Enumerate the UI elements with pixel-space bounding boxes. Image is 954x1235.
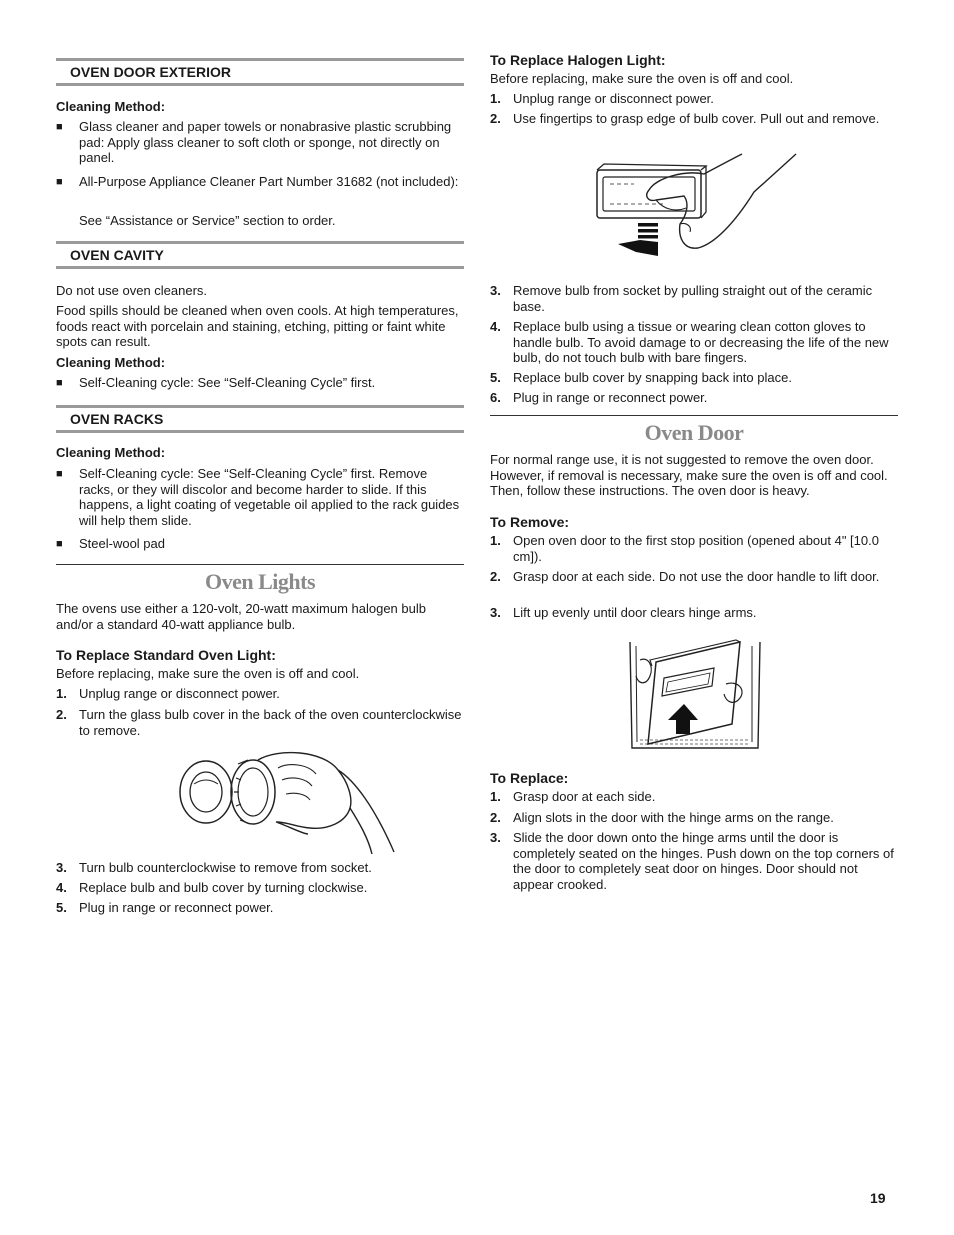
section-heading-oven-door-exterior xyxy=(56,58,464,86)
list-item-text: Glass cleaner and paper towels or nonabrasive plastic scrubbing pad: Apply glass cleaner to soft cloth or sponge, not directly on panel. xyxy=(79,119,452,165)
step-text: Turn bulb counterclockwise to remove from socket. xyxy=(79,860,372,875)
bullet-square-icon: ■ xyxy=(56,468,63,480)
oven-door-illustration xyxy=(628,636,764,752)
step-number: 3. xyxy=(490,605,501,620)
section-heading-oven-racks xyxy=(56,405,464,433)
step-number: 2. xyxy=(490,810,501,825)
step-text: Align slots in the door with the hinge arms on the range. xyxy=(513,810,834,825)
paragraph: For normal range use, it is not suggested to remove the oven door. However, if removal is necessary, make sure the oven is off and cool. Then, follow these instructions. The oven door is heavy. xyxy=(490,452,888,498)
list-item-text: Self-Cleaning cycle: See “Self-Cleaning Cycle” first. Remove racks, or they will discolor and become harder to slide. If this happens, a light coating of vegetable oil applied to the rack guides will help them slide. xyxy=(79,466,460,528)
bulb-cover-illustration xyxy=(178,748,398,856)
step-number: 5. xyxy=(490,370,501,385)
section-divider xyxy=(56,564,464,565)
page-number: 19 xyxy=(870,1190,886,1206)
step-text: Replace bulb and bulb cover by turning clockwise. xyxy=(79,880,368,895)
step-number: 3. xyxy=(56,860,67,875)
list-item-text: Self-Cleaning cycle: See “Self-Cleaning Cycle” first. xyxy=(79,375,376,390)
subheading-to-remove: To Remove: xyxy=(490,514,570,530)
step-text: Plug in range or reconnect power. xyxy=(79,900,274,915)
step-text: Open oven door to the first stop position (opened about 4" [10.0 cm]). xyxy=(513,533,879,564)
step-number: 1. xyxy=(490,533,501,548)
step-text: Remove bulb from socket by pulling straight out of the ceramic base. xyxy=(513,283,873,314)
step-text: Use fingertips to grasp edge of bulb cover. Pull out and remove. xyxy=(513,111,880,126)
step-number: 1. xyxy=(56,686,67,701)
step-number: 2. xyxy=(56,707,67,722)
halogen-cover-illustration xyxy=(594,152,804,262)
step-number: 1. xyxy=(490,91,501,106)
section-heading-oven-cavity xyxy=(56,241,464,269)
paragraph: Before replacing, make sure the oven is off and cool. xyxy=(56,666,360,681)
section-heading-label: OVEN CAVITY xyxy=(70,247,164,263)
bullet-square-icon: ■ xyxy=(56,176,63,188)
step-text: Replace bulb cover by snapping back into place. xyxy=(513,370,792,385)
section-title-oven-door: Oven Door xyxy=(644,420,744,445)
cleaning-method-label: Cleaning Method: xyxy=(56,355,166,370)
bullet-square-icon: ■ xyxy=(56,538,63,550)
step-text: Unplug range or disconnect power. xyxy=(513,91,714,106)
step-text: Grasp door at each side. Do not use the door handle to lift door. xyxy=(513,569,880,584)
subheading-to-replace: To Replace: xyxy=(490,770,569,786)
bullet-square-icon: ■ xyxy=(56,377,63,389)
step-text: Lift up evenly until door clears hinge arms. xyxy=(513,605,757,620)
step-text: Grasp door at each side. xyxy=(513,789,656,804)
step-number: 2. xyxy=(490,111,501,126)
paragraph: The ovens use either a 120-volt, 20-watt maximum halogen bulb and/or a standard 40-watt appliance bulb. xyxy=(56,601,426,632)
step-number: 1. xyxy=(490,789,501,804)
list-item-text: Steel-wool pad xyxy=(79,536,165,551)
step-text: Replace bulb using a tissue or wearing clean cotton gloves to handle bulb. To avoid damage to or decreasing the life of the new bulb, do not touch bulb with bare fingers. xyxy=(513,319,889,365)
bullet-square-icon: ■ xyxy=(56,121,63,133)
section-heading-label: OVEN RACKS xyxy=(70,411,164,427)
step-number: 4. xyxy=(56,880,67,895)
cleaning-method-label: Cleaning Method: xyxy=(56,445,166,460)
cleaning-method-label: Cleaning Method: xyxy=(56,99,166,114)
step-number: 5. xyxy=(56,900,67,915)
step-number: 3. xyxy=(490,283,501,298)
paragraph: Food spills should be cleaned when oven cools. At high temperatures, foods react with porcelain and staining, etching, pitting or faint white spots can result. xyxy=(56,303,459,349)
step-number: 6. xyxy=(490,390,501,405)
step-text: Unplug range or disconnect power. xyxy=(79,686,280,701)
paragraph: Before replacing, make sure the oven is off and cool. xyxy=(490,71,794,86)
section-heading-label: OVEN DOOR EXTERIOR xyxy=(70,64,232,80)
section-title-oven-lights: Oven Lights xyxy=(204,569,316,594)
step-text: Slide the door down onto the hinge arms until the door is completely seated on the hinges. Push down on the top corners of the door to completely seat door on hinges. Door should not appear crooked. xyxy=(513,830,894,892)
step-number: 2. xyxy=(490,569,501,584)
list-item-text: All-Purpose Appliance Cleaner Part Number 31682 (not included): xyxy=(79,174,459,189)
order-note: See “Assistance or Service” section to order. xyxy=(79,213,336,228)
step-text: Turn the glass bulb cover in the back of the oven counterclockwise to remove. xyxy=(79,707,462,738)
subheading-halogen-light: To Replace Halogen Light: xyxy=(490,52,666,68)
paragraph: Do not use oven cleaners. xyxy=(56,283,208,298)
step-text: Plug in range or reconnect power. xyxy=(513,390,708,405)
section-divider xyxy=(490,415,898,416)
step-number: 3. xyxy=(490,830,501,845)
subheading-standard-light: To Replace Standard Oven Light: xyxy=(56,647,276,663)
step-number: 4. xyxy=(490,319,501,334)
